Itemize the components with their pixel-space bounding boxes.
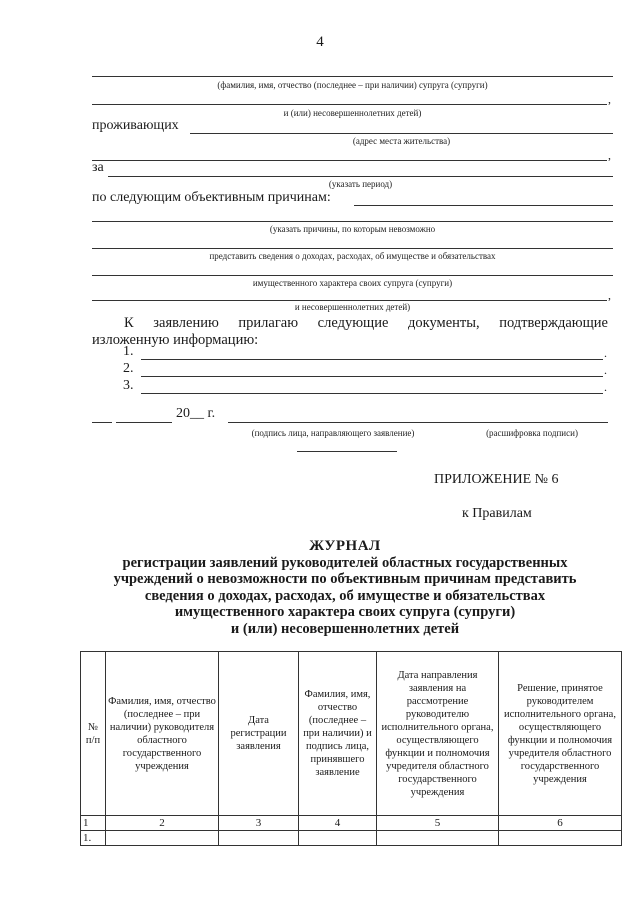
reasons-line-4[interactable] bbox=[92, 275, 613, 276]
spouse-name-line[interactable] bbox=[92, 76, 613, 77]
journal-subtitle-line: сведения о доходах, расходах, об имуществе и обязательствах bbox=[144, 587, 546, 604]
doc-item-line[interactable] bbox=[141, 376, 603, 377]
column-header-referral-date: Дата направления заявления на рассмотрение руководителю исполнительного органа, осуществляющего функции и полномочия учредителя областного государственного учреждения bbox=[377, 652, 499, 816]
column-header-manager-name: Фамилия, имя, отчество (последнее – при наличии) руководителя областного государственного учреждения bbox=[106, 652, 219, 816]
column-header-registration-date: Дата регистрации заявления bbox=[219, 652, 299, 816]
reasons-label: по следующим объективным причинам: bbox=[92, 190, 331, 205]
residing-label: проживающих bbox=[92, 118, 179, 133]
separator-line bbox=[297, 451, 397, 452]
period-caption: (указать период) bbox=[328, 179, 393, 189]
doc-item-number: 3. bbox=[123, 378, 134, 393]
reasons-caption-2: представить сведения о доходах, расходах, об имуществе и обязательствах bbox=[209, 251, 496, 261]
table-row[interactable] bbox=[81, 831, 622, 846]
date-day-line[interactable] bbox=[92, 422, 112, 423]
date-year-label: 20__ г. bbox=[176, 406, 216, 421]
comma-mark: , bbox=[608, 92, 611, 106]
column-header-receiver-name: Фамилия, имя, отчество (последнее – при наличии) и подпись лица, принявшего заявление bbox=[299, 652, 377, 816]
column-header-number: № п/п bbox=[81, 652, 106, 816]
doc-item-line[interactable] bbox=[141, 359, 603, 360]
doc-item-end: . bbox=[604, 363, 607, 377]
column-number: 1 bbox=[81, 816, 106, 831]
journal-subtitle-line: и (или) несовершеннолетних детей bbox=[230, 620, 460, 637]
appendix-subtitle: к Правилам bbox=[462, 506, 532, 521]
journal-table bbox=[80, 651, 622, 846]
journal-subtitle-line: регистрации заявлений руководителей областных государственных bbox=[122, 554, 568, 571]
signature-caption: (подпись лица, направляющего заявление) bbox=[251, 428, 415, 438]
page-number: 4 bbox=[316, 34, 324, 50]
reasons-line-1[interactable] bbox=[354, 205, 613, 206]
column-number: 2 bbox=[106, 816, 219, 831]
journal-subtitle-line: имущественного характера своих супруга (супруги) bbox=[174, 604, 516, 620]
column-number: 6 bbox=[499, 816, 622, 831]
address-caption: (адрес места жительства) bbox=[352, 136, 451, 146]
column-header-decision: Решение, принятое руководителем исполнительного органа, осуществляющего функции и полномочия учредителя областного государственного учреждения bbox=[499, 652, 622, 816]
column-number: 5 bbox=[377, 816, 499, 831]
reasons-caption-4: и несовершеннолетних детей) bbox=[294, 302, 411, 312]
table-cell[interactable] bbox=[106, 831, 219, 846]
journal-title: ЖУРНАЛ bbox=[309, 538, 381, 554]
table-cell[interactable] bbox=[219, 831, 299, 846]
table-cell[interactable] bbox=[299, 831, 377, 846]
comma-mark: , bbox=[608, 148, 611, 162]
journal-title-block bbox=[90, 538, 600, 637]
doc-item-number: 2. bbox=[123, 361, 134, 376]
attachments-text: К заявлению прилагаю следующие документы, подтверждающие bbox=[124, 315, 608, 331]
comma-mark: , bbox=[608, 288, 611, 302]
doc-item-line[interactable] bbox=[141, 393, 603, 394]
address-line[interactable] bbox=[190, 133, 613, 134]
reasons-line-3[interactable] bbox=[92, 248, 613, 249]
appendix-title: ПРИЛОЖЕНИЕ № 6 bbox=[434, 472, 559, 487]
reasons-caption-3: имущественного характера своих супруга (супруги) bbox=[252, 278, 453, 288]
column-numbers-row bbox=[81, 816, 622, 831]
attachments-paragraph bbox=[92, 315, 608, 349]
doc-item-end: . bbox=[604, 346, 607, 360]
column-number: 4 bbox=[299, 816, 377, 831]
date-month-line[interactable] bbox=[116, 422, 172, 423]
reasons-caption-1: (указать причины, по которым невозможно bbox=[269, 224, 436, 234]
children-name-line[interactable] bbox=[92, 104, 607, 105]
doc-item-number: 1. bbox=[123, 344, 134, 359]
journal-subtitle-line: учреждений о невозможности по объективным причинам представить bbox=[113, 571, 577, 587]
spouse-name-caption: (фамилия, имя, отчество (последнее – при наличии) супруга (супруги) bbox=[217, 80, 488, 90]
period-label: за bbox=[92, 160, 104, 175]
period-line[interactable] bbox=[108, 176, 613, 177]
column-number: 3 bbox=[219, 816, 299, 831]
reasons-line-2[interactable] bbox=[92, 221, 613, 222]
table-cell[interactable] bbox=[499, 831, 622, 846]
attachments-text-2: изложенную информацию: bbox=[92, 332, 259, 348]
reasons-line-5[interactable] bbox=[92, 300, 607, 301]
children-caption: и (или) несовершеннолетних детей) bbox=[283, 108, 422, 118]
table-cell[interactable] bbox=[377, 831, 499, 846]
signature-line[interactable] bbox=[228, 422, 608, 423]
row-number: 1. bbox=[81, 831, 106, 846]
address-line-2[interactable] bbox=[92, 160, 607, 161]
decoding-caption: (расшифровка подписи) bbox=[486, 428, 578, 438]
doc-item-end: . bbox=[604, 380, 607, 394]
